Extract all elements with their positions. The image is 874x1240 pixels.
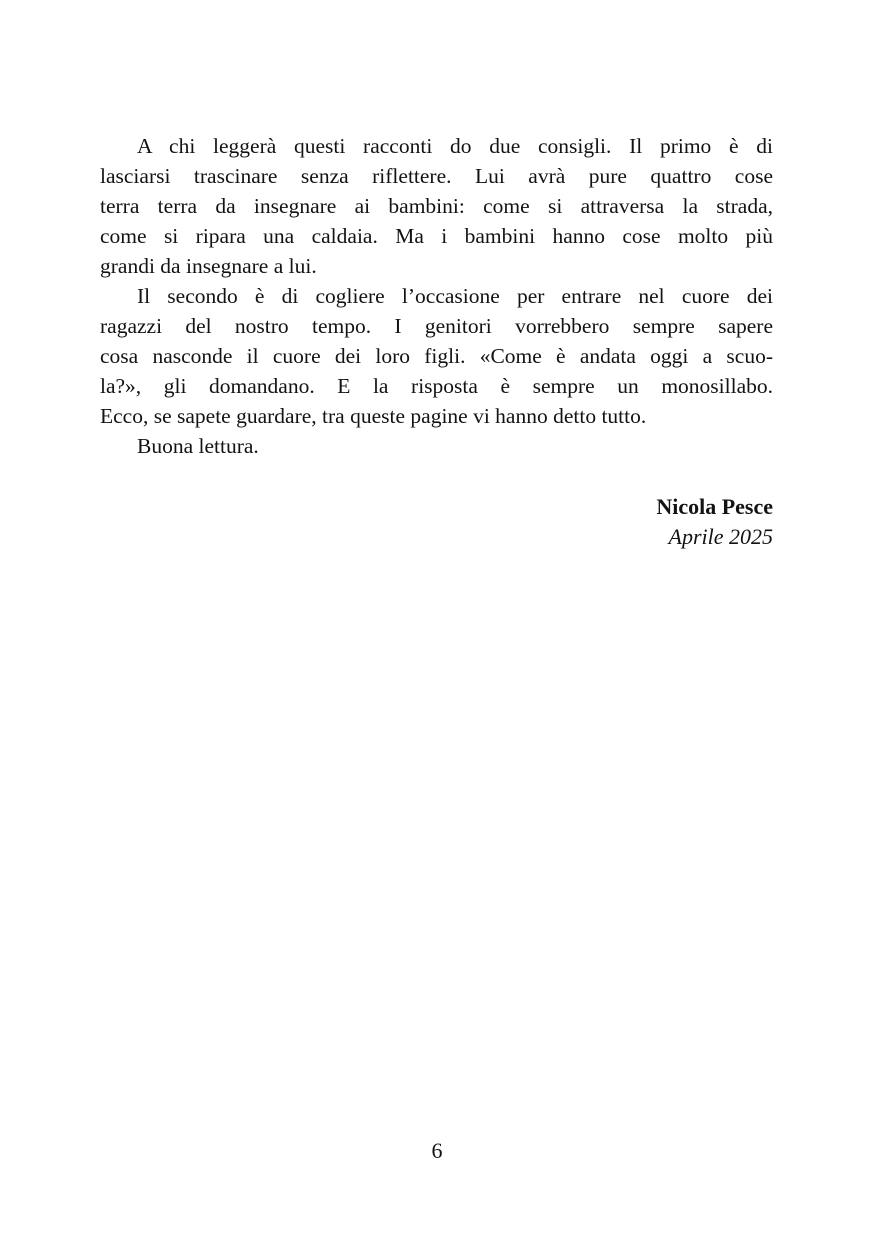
text-line: la?», gli domandano. E la risposta è sempre un monosillabo. [100,374,773,398]
signature-date: Aprile 2025 [668,524,773,549]
text-line: come si ripara una caldaia. Ma i bambini hanno cose molto più [100,224,773,248]
text-line: grandi da insegnare a lui. [100,254,317,278]
paragraph-3 [100,431,773,461]
text-line: ragazzi del nostro tempo. I genitori vorrebbero sempre sapere [100,314,773,338]
body-text [100,131,773,461]
text-line: Buona lettura. [137,434,259,458]
signature-block [656,492,773,552]
text-line: lasciarsi trascinare senza riflettere. Lui avrà pure quattro cose [100,164,773,188]
text-line: Ecco, se sapete guardare, tra queste pagine vi hanno detto tutto. [100,404,647,428]
paragraph-1 [100,131,773,281]
text-line: terra terra da insegnare ai bambini: come si attraversa la strada, [100,194,773,218]
author-name: Nicola Pesce [656,494,773,519]
text-line: Il secondo è di cogliere l’occasione per entrare nel cuore dei [137,284,773,308]
text-line: cosa nasconde il cuore dei loro figli. «Come è andata oggi a scuo- [100,344,773,368]
page-number: 6 [431,1138,443,1163]
paragraph-2 [100,281,773,431]
text-line: A chi leggerà questi racconti do due consigli. Il primo è di [137,134,773,158]
